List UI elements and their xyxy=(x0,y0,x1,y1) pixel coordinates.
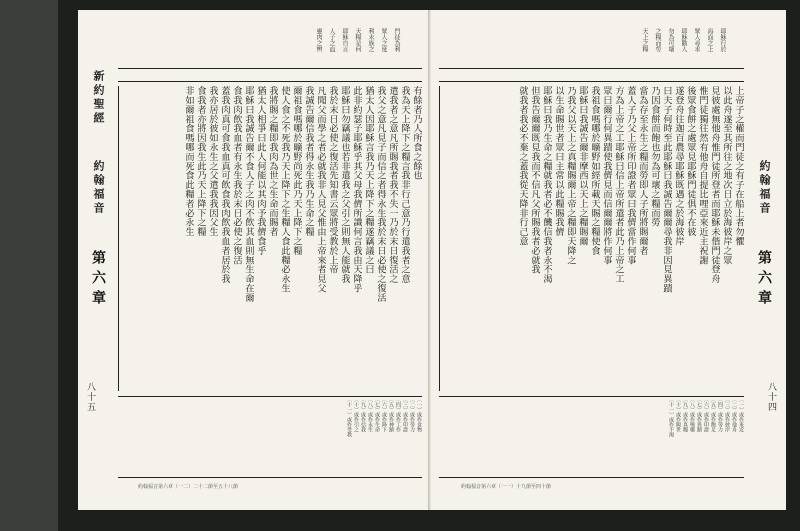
footnote: 〔九〕或作真糧 xyxy=(682,397,688,432)
left-cross-references xyxy=(138,28,400,68)
right-footer: 約翰福音第六章（一一）十九節至四十節 xyxy=(461,484,552,490)
footnote: 〔五〕或作飽足 xyxy=(710,397,716,432)
footnote: 〔八〕或作嗎哪 xyxy=(689,397,695,432)
left-main-text xyxy=(118,86,422,391)
text-column: 以此舟遂至其所往之地次日立於海彼岸之眾 xyxy=(721,86,732,265)
footnote: 〔一〕或作來近 xyxy=(738,397,744,432)
footnote: 〔五〕或作神蹟 xyxy=(388,397,394,432)
text-column: 食我者亦將因我生此乃天上降下之糧 xyxy=(195,86,206,237)
cross-reference: 眾人之度 xyxy=(380,28,387,52)
right-header-rule xyxy=(439,68,744,82)
footnote: 〔六〕或作印證 xyxy=(703,397,709,432)
footnote: 〔七〕或作異蹟 xyxy=(696,397,702,432)
text-column: 我父之意凡見子而信之者得永生我於末日必使之復活 xyxy=(375,86,386,303)
cross-reference: 門徒為利 xyxy=(393,28,400,52)
text-column: 後眾食餅之處眾見耶穌門徒俱不在彼 xyxy=(685,86,696,237)
text-column: 我亦居於彼如永生之父遣我我因父生 xyxy=(207,86,218,237)
cross-reference: 天上之糧 xyxy=(641,28,648,52)
left-running-title: 約翰福音 xyxy=(92,160,105,216)
text-column: 當為存至永生之糧而勞即人子所將賜爾者 xyxy=(637,86,648,256)
footnote: 〔十〕或作賜世 xyxy=(675,397,681,432)
text-column: 但我告爾爾既見我而不信凡父所賜我者必就我 xyxy=(529,86,540,274)
text-column: 眾曰爾行何異蹟使我儕見而信爾爾將作何事 xyxy=(601,86,612,265)
footnote: 〔四〕或作勞力 xyxy=(717,397,723,432)
text-column: 我於末日必使之復活先知書云眾將受教於上帝 xyxy=(327,86,338,274)
text-column: 使人食之不死我乃天上降下之生糧人食此糧必永生 xyxy=(279,86,290,293)
text-column: 見彼處無他舟惟門徒所登者而耶穌未偕門徒登舟 xyxy=(709,86,720,284)
text-column: 遂登舟往迦百農尋耶穌既遇之於海彼岸 xyxy=(673,86,684,246)
text-column: 凡聞父而學之者必就我非人見父惟由上帝來者見父 xyxy=(315,86,326,293)
left-page xyxy=(78,10,431,510)
text-column: 我誠告爾信我者得永生我乃生命之糧 xyxy=(303,86,314,237)
footnote: 〔七〕或作生命 xyxy=(374,397,380,432)
text-column: 上帝子之權而門徒之有子在船上者勿懼 xyxy=(733,86,744,246)
cross-reference: 海面之上 xyxy=(706,28,713,52)
footnote: 〔十〕或作引之 xyxy=(353,397,359,432)
text-column: 蓋我肉真可食我血真可飲食我肉飲我血者居於我 xyxy=(219,86,230,284)
cross-reference: 天糧是何 xyxy=(354,28,361,52)
text-column: 以生命賜世者眾曰主常以此糧賜我儕 xyxy=(553,86,564,237)
cross-reference: 耶穌自言 xyxy=(341,28,348,52)
text-column: 有餘者乃人所食之餘也 xyxy=(411,86,422,180)
text-column: 乃因食餅而飽也勿為可壞之糧而勞 xyxy=(649,86,660,227)
text-column: 耶穌曰我乃生命之糧就我者必不饑信我者永不渴 xyxy=(541,86,552,284)
text-column: 猶太人因耶穌言我乃天上降下之糧遂竊議之曰 xyxy=(363,86,374,274)
left-footnotes xyxy=(118,396,422,478)
text-column: 耶穌曰我誠告爾非摩西以天上之糧賜爾 xyxy=(577,86,588,246)
text-column: 耶穌曰我誠告爾不食人子之肉不飲其血則無生命在爾 xyxy=(243,86,254,303)
cross-reference: 耶穌行於 xyxy=(719,28,726,52)
footnote: 〔三〕或作彼岸 xyxy=(724,397,730,432)
footnote: 〔六〕或作降下 xyxy=(381,397,387,432)
text-column: 方為上帝之工耶穌曰信上帝所遣者此乃上帝之工 xyxy=(613,86,624,284)
cross-reference: 眾人尋求 xyxy=(693,28,700,52)
right-chapter-label: 第六章 xyxy=(756,250,772,310)
text-column: 惟門徒獨往然有他舟自提比哩亞來近主祝謝 xyxy=(697,86,708,265)
footnote: 〔一〕或作食物 xyxy=(416,397,422,432)
text-column: 我為天上降下之糧言我非行己意乃行遣我者之意 xyxy=(399,86,410,284)
footnote: 〔二〕或作他舟 xyxy=(731,397,737,432)
right-page-number: 八十四 xyxy=(766,382,776,412)
text-column: 耶穌曰勿竊議也若非遣我之父引之則無人能就我 xyxy=(339,86,350,284)
footnote: 〔九〕或作信我 xyxy=(360,397,366,432)
text-column: 此非約瑟子耶穌乎其父母我儕所識何言我由天降乎 xyxy=(351,86,362,293)
text-column: 我祖食嗎哪於曠野如經所載天賜之糧使食 xyxy=(589,86,600,256)
left-page-number: 八十五 xyxy=(85,382,95,412)
left-chapter-label: 第六章 xyxy=(90,250,106,310)
cross-reference: 利未族之 xyxy=(367,28,374,52)
cross-reference: 靈肉之辨 xyxy=(315,28,322,52)
footnote: 〔四〕或作工作 xyxy=(395,397,401,432)
footnote: 〔十一〕或作不渴 xyxy=(668,397,674,437)
text-column: 遣我者之意凡所賜我者我不失一乃於末日復活之 xyxy=(387,86,398,284)
footnote: 〔十一〕或作受教 xyxy=(346,397,352,437)
right-running-title: 約翰福音 xyxy=(758,160,771,216)
footnote: 〔三〕或作印證 xyxy=(402,397,408,432)
footnote: 〔八〕或作永生 xyxy=(367,397,373,432)
footnote: 〔二〕或作勞力 xyxy=(409,397,415,432)
text-column: 就我者我必不棄之蓋我從天降非行己意 xyxy=(517,86,528,246)
text-column: 我將賜之糧即我肉為世之生命而賜者 xyxy=(267,86,278,237)
text-column: 蓋人子乃父上帝所印證者眾曰我儕當作何事 xyxy=(625,86,636,265)
left-footer: 約翰福音第六章（一二）二十二節至五十八節 xyxy=(138,484,239,490)
cross-reference: 耶穌勸人 xyxy=(680,28,687,52)
cross-reference: 之糧而勞 xyxy=(654,28,661,52)
cross-reference: 人子之血 xyxy=(328,28,335,52)
right-main-text xyxy=(439,86,744,391)
text-column: 猶太人相爭曰此人何能以其肉予我儕食乎 xyxy=(255,86,266,256)
cross-reference: 勿為可壞 xyxy=(667,28,674,52)
left-margin-title: 新約聖經 xyxy=(92,70,105,126)
right-page xyxy=(431,10,786,510)
right-cross-references xyxy=(451,28,726,68)
right-footnotes xyxy=(439,396,744,478)
text-column: 爾祖食嗎哪於曠野尚死此乃天上降下之糧 xyxy=(291,86,302,256)
text-column: 乃我父以天上之真糧賜爾上帝之糧即天降之 xyxy=(565,86,576,265)
left-header-rule xyxy=(118,68,422,82)
text-column: 非如爾祖食嗎哪而死食此糧者必永生 xyxy=(183,86,194,237)
text-column: 食我肉飲我血者有永生我於末日必使之復活 xyxy=(231,86,242,265)
text-column: 曰夫子何時至此耶穌曰我誠告爾爾尋我非因見異蹟 xyxy=(661,86,672,293)
